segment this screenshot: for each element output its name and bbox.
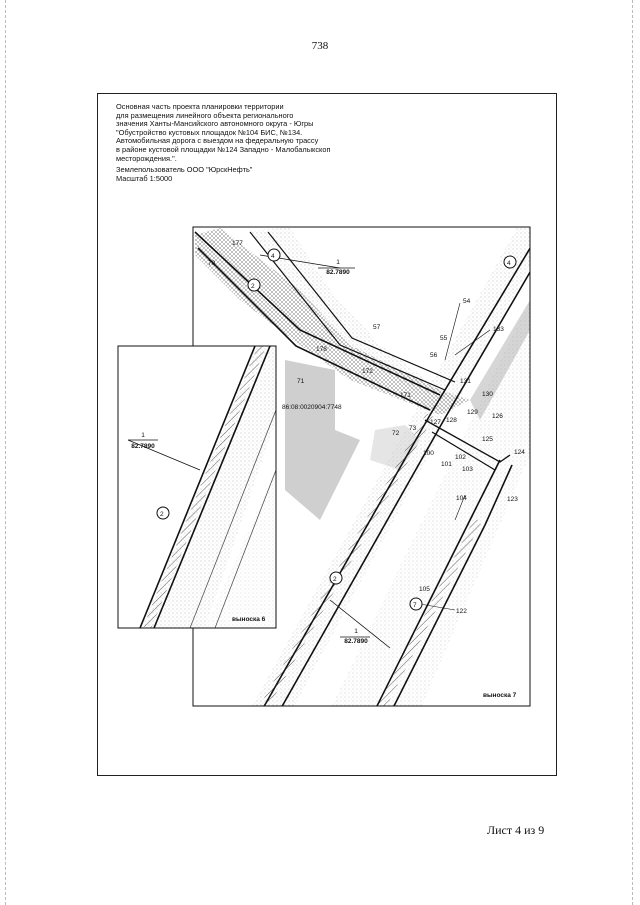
route-fraction-denominator: 82.7890 [326,269,350,276]
scale: Масштаб 1:5000 [116,173,173,183]
point-label: 105 [419,586,430,593]
point-label: 128 [446,417,457,424]
point-label: 177 [232,240,243,247]
point-label: 129 [467,409,478,416]
circle-mark: 7 [413,602,417,609]
title-line: для размещения линейного объекта регионального [116,110,294,120]
route-fraction-numerator: 1 [141,432,145,439]
circle-mark: 2 [333,576,337,583]
page-number: 738 [311,40,329,52]
title-line: Автомобильная дорога с выездом на федеральную трассу [116,136,319,146]
point-label: 102 [455,454,466,461]
land-user: Землепользователь ООО "ЮрскНефть" [116,165,253,175]
point-label: 127 [430,419,441,426]
point-label: 72 [392,430,400,437]
title-line: Основная часть проекта планировки территории [116,102,284,111]
inset-map [118,346,276,628]
point-label: 172 [362,368,373,375]
cadastral-number: 86:08:0020904:7748 [282,404,342,411]
route-fraction-numerator: 1 [354,628,358,635]
circle-mark: 4 [507,260,511,267]
point-label: 178 [316,346,327,353]
point-label: 101 [441,461,452,468]
route-fraction-numerator: 1 [336,259,340,266]
point-label: 54 [463,298,471,305]
point-label: 100 [423,450,434,457]
point-label: 126 [492,413,503,420]
sheet-label: Лист 4 из 9 [487,823,545,837]
callout-label-main: выноска 7 [483,692,517,699]
point-label: 130 [482,391,493,398]
point-label: 124 [514,449,525,456]
callout-label-inset: выноска 6 [232,616,266,623]
point-label: 55 [440,335,448,342]
circle-mark: 2 [160,511,164,518]
point-label: 73 [409,425,417,432]
point-label: 122 [456,608,467,615]
point-label: 125 [482,436,493,443]
title-line: в районе кустовой площадки №124 Западно - Малобалыкскоп [116,144,331,154]
title-line: "Обустройство кустовых площадок №104 БИС, №134. [116,127,303,137]
route-fraction-denominator: 82.7890 [131,443,155,450]
title-line: значения Ханты-Мансийского автономного округа - Югры [116,119,314,129]
route-fraction-denominator: 82.7890 [344,638,368,645]
point-label: 171 [400,392,411,399]
point-label: 123 [507,496,518,503]
circle-mark: 4 [271,253,275,260]
title-line: месторождения.". [116,153,177,163]
circle-mark: 2 [251,283,255,290]
point-label: 70 [208,260,216,267]
point-label: 71 [297,378,305,385]
point-label: 103 [462,466,473,473]
point-label: 56 [430,352,438,359]
point-label: 133 [493,326,504,333]
point-label: 57 [373,324,381,331]
point-label: 104 [456,495,467,502]
point-label: 131 [460,378,471,385]
